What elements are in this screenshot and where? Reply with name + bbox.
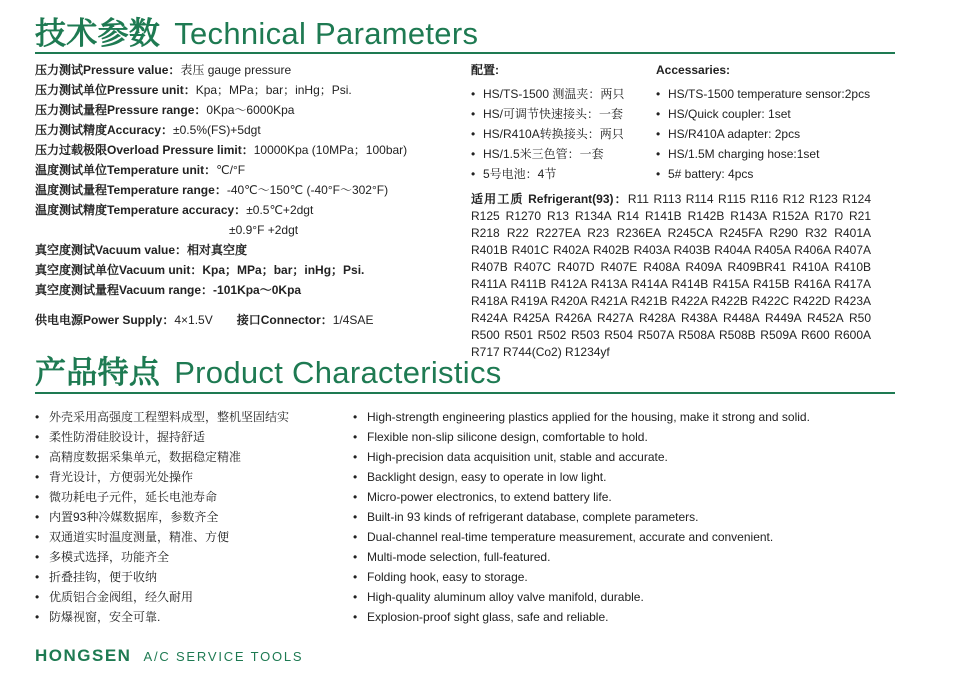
features-cn	[35, 407, 289, 627]
title-en: Technical Parameters	[174, 16, 479, 51]
param-row: 压力过载极限Overload Pressure limit：10000Kpa (10MPa；100bar)	[35, 143, 408, 157]
list-item: • 外壳采用高强度工程塑料成型，整机坚固结实	[35, 407, 289, 427]
list-item: • Backlight design, easy to operate in low light.	[353, 467, 810, 487]
list-item: • HS/R410A adapter: 2pcs	[656, 124, 870, 144]
refrigerant-values: R11 R113 R114 R115 R116 R12 R123 R124 R125 R1270 R13 R134A R14 R141B R142B R143A R152A R170 R21 R218 R22 R227EA R23 R236EA R245CA R245FA R290 R32 R401A R401B R401C R402A R402B R403A R403B R404A R405A R406A R407A R407B R407C R407D R407E R408A R409A R409BR41 R410A R410B R411A R411B R412A R413A R414A R414B R415A R415B R416A R417A R418A R419A R420A R421A R421B R422A R422B R422C R422D R423A R424A R425A R426A R427A R428A R438A R448A R449A R452A R50 R500 R501 R502 R503 R504 R507A R508A R508B R509A R600 R600A R717 R744(Co2) R1234yf	[471, 192, 871, 359]
brand-logo: HONGSEN	[35, 646, 132, 665]
list-item: • HS/R410A转换接头：两只	[471, 124, 624, 144]
power-connector-row: 供电电源Power Supply：4×1.5V 接口Connector：1/4SAE	[35, 313, 374, 327]
technical-parameters-title	[35, 8, 478, 53]
param-row: 压力测试单位Pressure unit：Kpa；MPa；bar；inHg；Psi.	[35, 83, 352, 97]
list-item: • Micro-power electronics, to extend battery life.	[353, 487, 810, 507]
param-row: 温度测试精度Temperature accuracy：±0.5℃+2dgt	[35, 203, 314, 217]
list-item: • 防爆视窗，安全可靠.	[35, 607, 289, 627]
config-en-head: Accessaries:	[656, 63, 731, 77]
list-item: • High-quality aluminum alloy valve manifold, durable.	[353, 587, 810, 607]
param-row-temp-f: ±0.9°F +2dgt	[229, 223, 299, 237]
list-item: • HS/TS-1500 temperature sensor:2pcs	[656, 84, 870, 104]
list-item: • 5号电池：4节	[471, 164, 624, 184]
list-item: • 双通道实时温度测量，精准、方便	[35, 527, 289, 547]
list-item: • High-strength engineering plastics applied for the housing, make it strong and solid.	[353, 407, 810, 427]
list-item: • Folding hook, easy to storage.	[353, 567, 810, 587]
vacuum-row: 真空度测试量程Vacuum range：-101Kpa～0Kpa	[35, 283, 302, 297]
list-item: • HS/1.5M charging hose:1set	[656, 144, 870, 164]
param-row: 压力测试Pressure value：表压 gauge pressure	[35, 63, 292, 77]
product-characteristics-title	[35, 347, 502, 392]
config-cn-head: 配置:	[471, 63, 499, 77]
title-cn: 产品特点	[35, 355, 161, 390]
title-divider	[35, 52, 895, 54]
param-row: 温度测试单位Temperature unit：℃/°F	[35, 163, 246, 177]
features-en	[353, 407, 810, 627]
title-cn: 技术参数	[35, 16, 161, 51]
list-item: • 折叠挂钩，便于收纳	[35, 567, 289, 587]
list-item: • HS/1.5米三色管：一套	[471, 144, 624, 164]
vacuum-row: 真空度测试单位Vacuum unit：Kpa；MPa；bar；inHg；Psi.	[35, 263, 365, 277]
list-item: • 微功耗电子元件，延长电池寿命	[35, 487, 289, 507]
list-item: • 优质铝合金阀组，经久耐用	[35, 587, 289, 607]
list-item: • Explosion-proof sight glass, safe and reliable.	[353, 607, 810, 627]
list-item: • HS/TS-1500 测温夹：两只	[471, 84, 624, 104]
list-item: • 5# battery: 4pcs	[656, 164, 870, 184]
param-row: 压力测试量程Pressure range：0Kpa～6000Kpa	[35, 103, 295, 117]
list-item: • 高精度数据采集单元，数据稳定精准	[35, 447, 289, 467]
list-item: • Dual-channel real-time temperature measurement, accurate and convenient.	[353, 527, 810, 547]
footer	[35, 646, 303, 666]
refrigerant-label: 适用工质 Refrigerant(93)：	[471, 192, 628, 206]
config-en	[656, 60, 870, 184]
list-item: • HS/可调节快速接头：一套	[471, 104, 624, 124]
list-item: • Multi-mode selection, full-featured.	[353, 547, 810, 567]
tagline: A/C SERVICE TOOLS	[143, 649, 304, 664]
title-en: Product Characteristics	[174, 355, 502, 390]
list-item: • 内置93种冷媒数据库，参数齐全	[35, 507, 289, 527]
title-divider	[35, 392, 895, 394]
param-row: 压力测试精度Accuracy：±0.5%(FS)+5dgt	[35, 123, 261, 137]
list-item: • High-precision data acquisition unit, stable and accurate.	[353, 447, 810, 467]
list-item: • 多模式选择，功能齐全	[35, 547, 289, 567]
list-item: • 背光设计，方便弱光处操作	[35, 467, 289, 487]
list-item: • HS/Quick coupler: 1set	[656, 104, 870, 124]
parameters-list	[35, 60, 455, 330]
list-item: • Built-in 93 kinds of refrigerant database, complete parameters.	[353, 507, 810, 527]
list-item: • 柔性防滑硅胶设计，握持舒适	[35, 427, 289, 447]
refrigerant-list	[471, 191, 871, 361]
vacuum-row: 真空度测试Vacuum value：相对真空度	[35, 243, 248, 257]
config-cn	[471, 60, 624, 184]
param-row: 温度测试量程Temperature range：-40℃～150℃ (-40°F～302°F)	[35, 183, 389, 197]
list-item: • Flexible non-slip silicone design, comfortable to hold.	[353, 427, 810, 447]
